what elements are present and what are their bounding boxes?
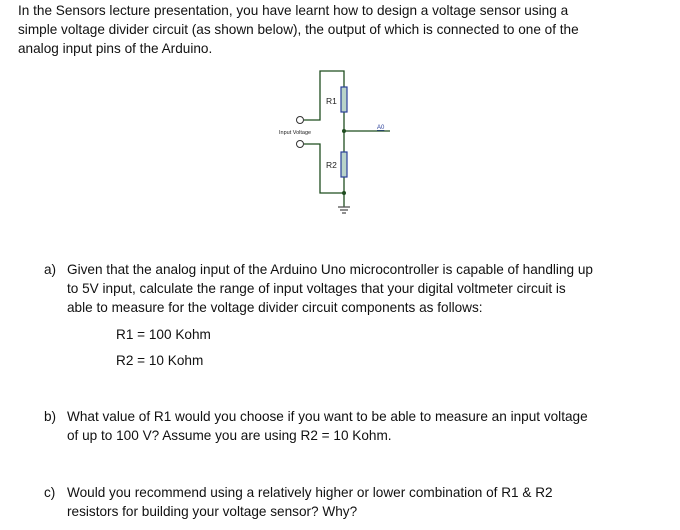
question-b-line: What value of R1 would you choose if you want to be able to measure an input voltage [67, 409, 588, 424]
input-terminal [297, 141, 304, 148]
question-a-label: a) [44, 262, 57, 277]
question-a-line: able to measure for the voltage divider circuit components as follows: [67, 300, 483, 315]
junction [342, 129, 346, 133]
wire [304, 144, 344, 193]
question-a-line: to 5V input, calculate the range of input voltages that your digital voltmeter circuit is [67, 281, 566, 296]
intro-line: simple voltage divider circuit (as shown below), the output of which is connected to one of the [18, 22, 579, 37]
r2-value: R2 = 10 Kohm [116, 353, 204, 368]
question-c-line: resistors for building your voltage sensor? Why? [67, 504, 358, 519]
junction [342, 191, 346, 195]
question-c-line: Would you recommend using a relatively higher or lower combination of R1 & R2 [67, 485, 553, 500]
resistor-r1 [341, 87, 347, 112]
r1-label: R1 [326, 96, 337, 106]
question-a-line: Given that the analog input of the Arduino Uno microcontroller is capable of handling up [67, 262, 593, 277]
input-terminal [297, 117, 304, 124]
intro-line: analog input pins of the Arduino. [18, 41, 213, 56]
input-voltage-label: Input Voltage [279, 130, 312, 136]
wire [304, 71, 344, 120]
question-b-label: b) [44, 409, 57, 424]
resistor-r2 [341, 152, 347, 177]
r1-value: R1 = 100 Kohm [116, 327, 211, 342]
intro-line: In the Sensors lecture presentation, you have learnt how to design a voltage sensor using a [18, 3, 569, 18]
question-c-label: c) [44, 485, 56, 500]
question-b-line: of up to 100 V? Assume you are using R2 = 10 Kohm. [67, 428, 392, 443]
a0-label: A0 [377, 125, 385, 131]
r2-label: R2 [326, 160, 337, 170]
